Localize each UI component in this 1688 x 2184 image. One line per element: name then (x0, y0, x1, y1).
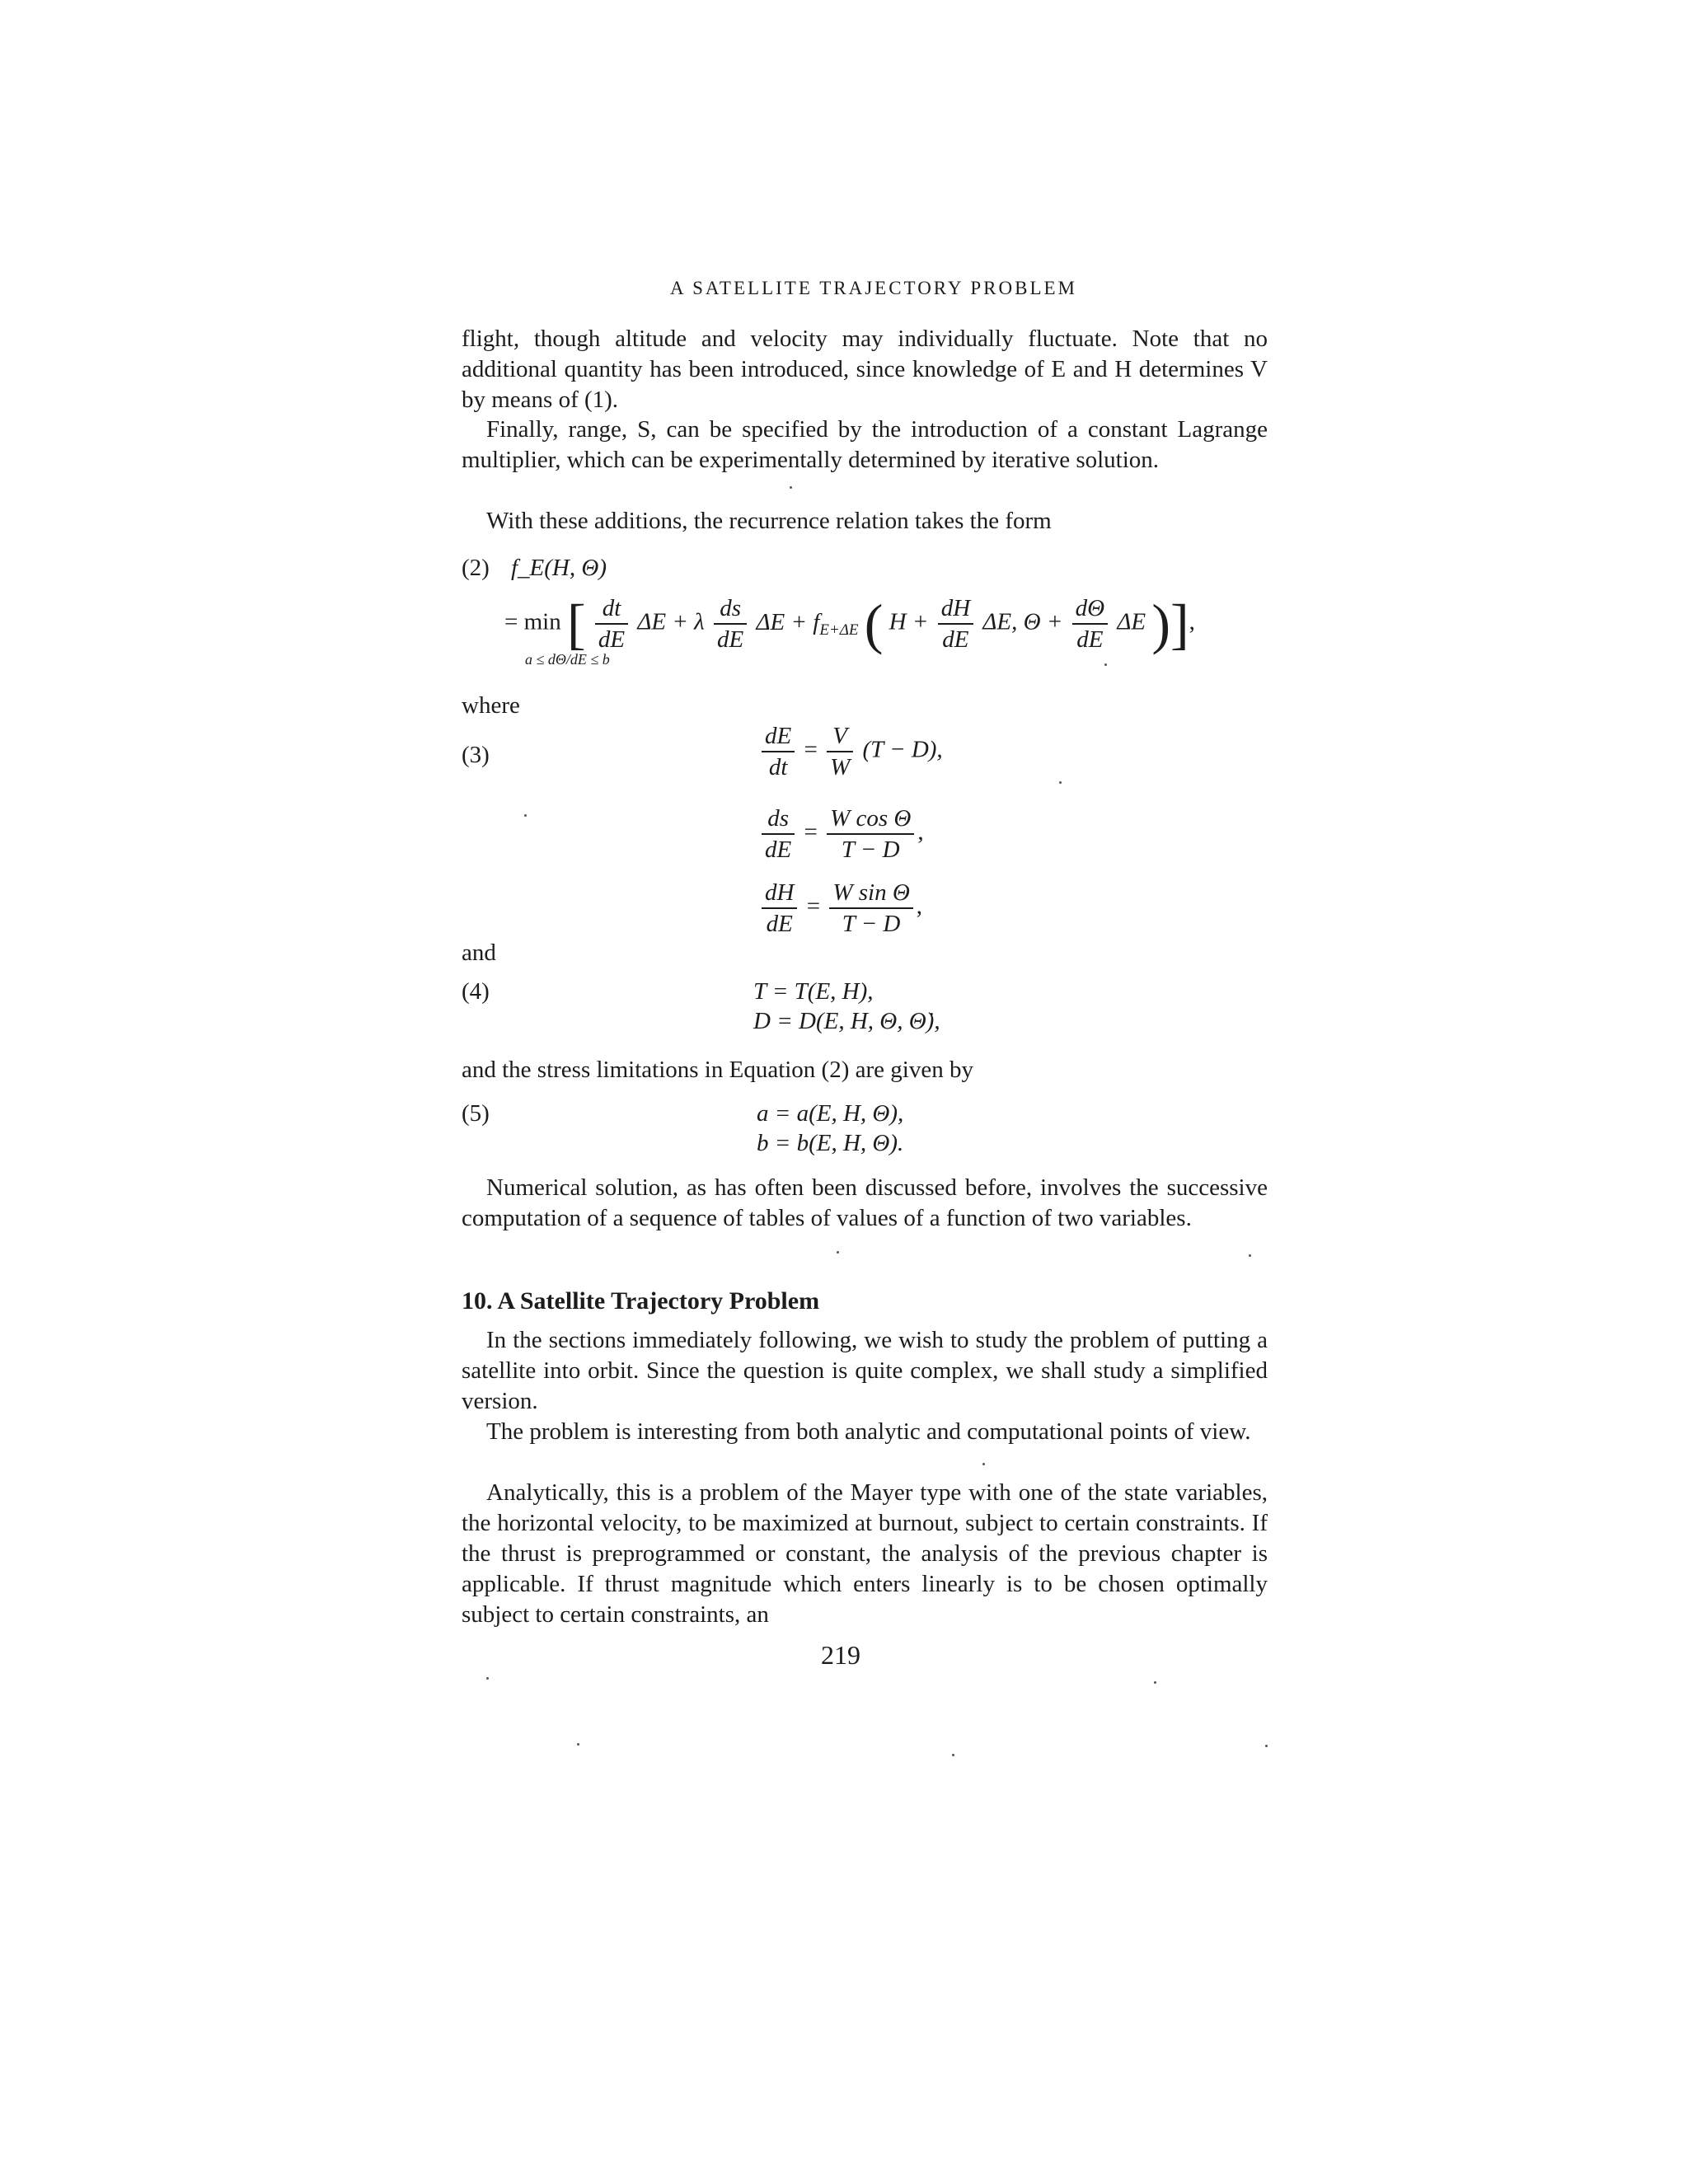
equation-4-label: (4) (462, 978, 490, 1005)
section-title: A Satellite Trajectory Problem (497, 1287, 820, 1315)
paragraph-3: With these additions, the recurrence relation takes the form (486, 508, 1052, 534)
scan-speck (486, 1677, 489, 1680)
equation-3-line-3: $\frac{dH}{dE}$ = $\frac{\text{W sin Θ}}{T - D}$ , (758, 878, 922, 939)
word-and: and (462, 940, 496, 966)
paragraph-5: Numerical solution, as has often been discussed before, involves the successive computation of a sequence of tables of values of a function of two variables. (462, 1174, 1268, 1231)
scan-speck (1154, 1681, 1156, 1684)
scan-speck (790, 486, 792, 489)
paragraph-6: In the sections immediately following, we wish to study the problem of putting a satellite into orbit. Since the question is quite complex, we shall study a simplified version. (462, 1327, 1268, 1414)
equation-2-label: (2) (462, 555, 490, 581)
scan-speck (1265, 1745, 1268, 1747)
scan-speck (982, 1463, 985, 1465)
scan-speck (837, 1251, 839, 1254)
section-heading (462, 1287, 819, 1315)
equation-3-line-1: $\frac{dE}{dt}$ = $\frac{V}{W}$ (T − D), (758, 721, 943, 782)
paragraph-8: Analytically, this is a problem of the Mayer type with one of the state variables, the horizontal velocity, to be maximized at burnout, subject to certain constraints. If the thrust is preprogrammed or constant, the analysis of the previous chapter is applicable. If thrust magnitude which enters linearly is to be chosen optimally subject to certain constraints, an (462, 1479, 1268, 1628)
scan-speck (524, 814, 527, 817)
scan-speck (1249, 1254, 1251, 1257)
equation-4-line-2: D = D(E, H, Θ, Θ̇), (753, 1008, 940, 1034)
paragraph-7: The problem is interesting from both analytic and computational points of view. (486, 1418, 1251, 1445)
paragraph-2: Finally, range, S, can be specified by the introduction of a constant Lagrange multiplier, which can be experimentally determined by iterative solution. (462, 416, 1268, 473)
scan-speck (952, 1754, 954, 1756)
equation-3-label: (3) (462, 742, 490, 768)
equation-2-body: = min [ $\frac{dt}{dE}$ ΔE + λ $\frac{ds}{dE}$ $\Delta E + f_{E+\Delta E}$ ( H + $\frac{dH}{dE}$ ΔE, Θ + $\frac{d\Theta}{dE}$ ΔE )], (504, 593, 1195, 655)
scan-speck (1059, 781, 1062, 784)
page-number: 219 (821, 1640, 860, 1670)
equation-2-limits: a ≤ dΘ/dE ≤ b (525, 651, 610, 668)
equation-5-label: (5) (462, 1100, 490, 1127)
equation-5-line-1: a = a(E, H, Θ), (757, 1100, 904, 1127)
word-where: where (462, 692, 520, 719)
scan-speck (577, 1743, 579, 1746)
section-number: 10. (462, 1287, 493, 1315)
equation-3-line-2: $\frac{ds}{dE}$ = $\frac{\text{W cos Θ}}{T - D}$ , (758, 804, 924, 865)
equation-5-line-2: b = b(E, H, Θ). (757, 1130, 904, 1156)
scan-speck (1104, 663, 1107, 666)
paragraph-1: flight, though altitude and velocity may individually fluctuate. Note that no additional quantity has been introduced, since knowledge of E and H determines V by means of (1). (462, 326, 1268, 413)
equation-4-line-1: T = T(E, H), (753, 978, 874, 1005)
running-header: A SATELLITE TRAJECTORY PROBLEM (669, 278, 1078, 298)
paragraph-4: and the stress limitations in Equation (2) are given by (462, 1057, 973, 1083)
equation-2-min: = min (504, 608, 561, 635)
equation-2-lhs: f_E(H, Θ) (511, 555, 607, 581)
